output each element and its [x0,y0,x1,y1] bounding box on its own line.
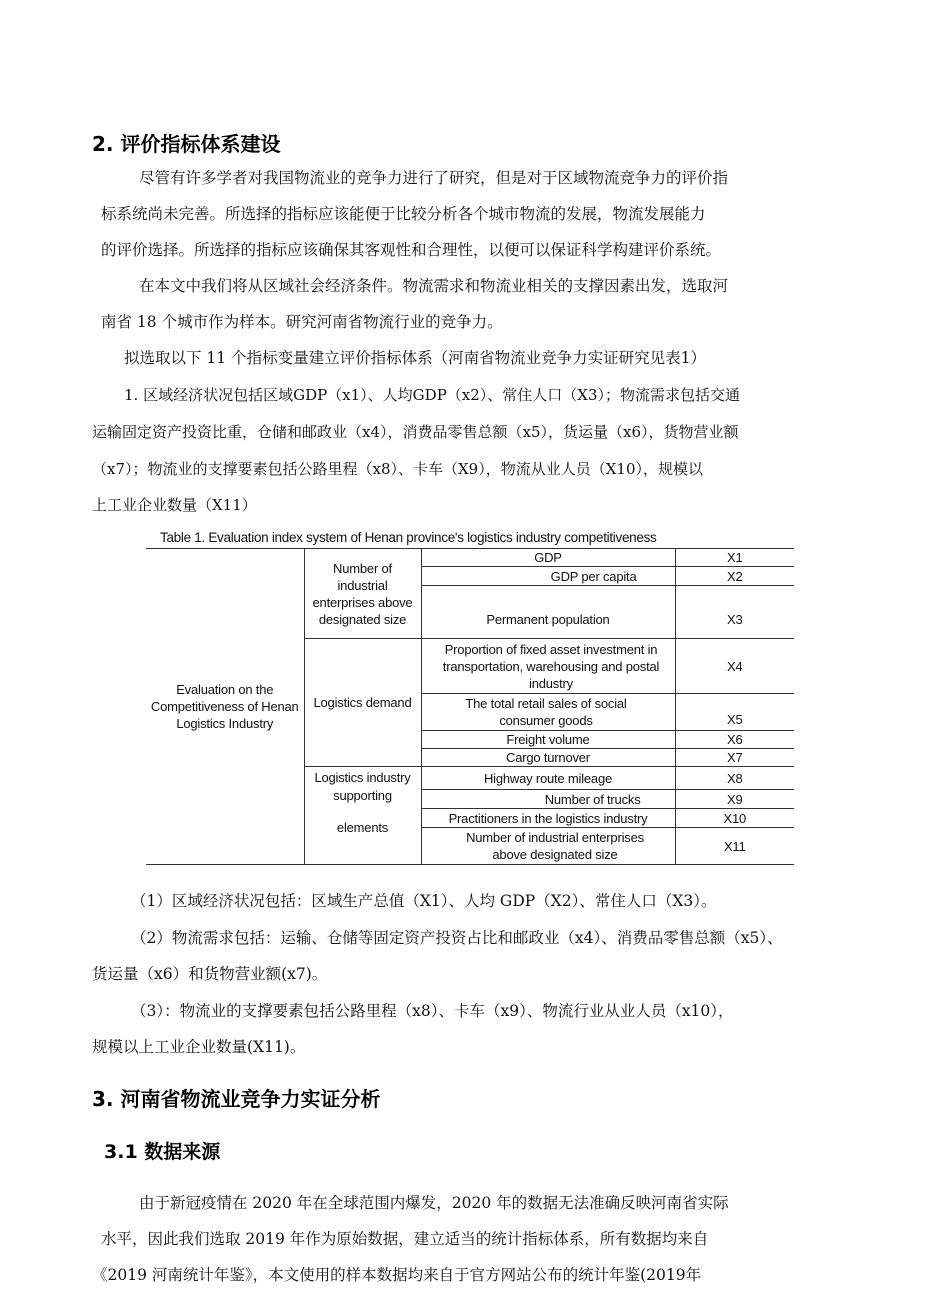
index-name-cell: Freight volume [421,731,675,749]
paragraph-line: 上工业企业数量（X11） [92,496,257,514]
paragraph-line: 标系统尚未完善。所选择的指标应该能便于比较分析各个城市物流的发展，物流发展能力 [101,205,706,223]
section-3-heading: 3. 河南省物流业竞争力实证分析 [92,1087,381,1111]
paragraph-line: 运输固定资产投资比重，仓储和邮政业（x4），消费品零售总额（x5），货运量（x6），货物营业额 [92,423,739,441]
paragraph-line: 1. 区域经济状况包括区域GDP（x1）、人均GDP（x2）、常住人口（X3）；物流需求包括交通 [124,386,741,404]
index-name-cell: The total retail sales of social consumer goods [421,694,675,731]
index-name-cell: Permanent population [421,586,675,639]
paragraph-line: 尽管有许多学者对我国物流业的竞争力进行了研究，但是对于区域物流竞争力的评价指 [139,169,729,187]
index-code-cell: X7 [675,749,794,767]
index-code-cell: X4 [675,639,794,694]
table-root-cell: Evaluation on the Competitiveness of Henan Logistics Industry [146,549,304,865]
paragraph-line: 由于新冠疫情在 2020 年在全球范围内爆发，2020 年的数据无法准确反映河南省实际 [139,1194,729,1212]
index-code-cell: X2 [675,567,794,586]
group-cell: Logistics demand [304,639,421,767]
group-cell [304,767,421,865]
index-code-cell: X6 [675,731,794,749]
paragraph-line: 拟选取以下 11 个指标变量建立评价指标体系（河南省物流业竞争力实证研究见表1） [124,349,706,367]
note-line: （2）物流需求包括：运输、仓储等固定资产投资占比和邮政业（x4）、消费品零售总额（x5）、 [131,929,783,947]
index-code-cell: X3 [675,586,794,639]
index-name-cell: Highway route mileage [421,767,675,790]
note-line: （3）：物流业的支撑要素包括公路里程（x8）、卡车（x9）、物流行业从业人员（x10）， [131,1002,734,1020]
table-caption: Table 1. Evaluation index system of Henan province's logistics industry competitiveness [160,530,657,545]
paragraph-line: 水平，因此我们选取 2019 年作为原始数据，建立适当的统计指标体系，所有数据均来自 [101,1230,709,1248]
index-code-cell: X1 [675,549,794,567]
section-2-heading: 2. 评价指标体系建设 [92,132,281,156]
index-name-cell: Proportion of fixed asset investment in transportation, warehousing and postal industry [421,639,675,694]
index-name-cell: GDP per capita [421,567,675,586]
index-code-cell: X9 [675,790,794,809]
paragraph-line: 在本文中我们将从区域社会经济条件。物流需求和物流业相关的支撑因素出发，选取河 [139,277,729,295]
evaluation-index-table [146,548,794,865]
paragraph-line: （x7）；物流业的支撑要素包括公路里程（x8）、卡车（X9），物流从业人员（X10），规模以 [92,460,703,478]
paragraph-line: 南省 18 个城市作为样本。研究河南省物流行业的竞争力。 [101,313,503,331]
group-label: elements [336,820,389,835]
index-name-cell: Number of industrial enterprises above designated size [421,828,675,865]
group-label: Logistics industry supporting [314,770,411,803]
index-name-cell: GDP [421,549,675,567]
index-code-cell: X5 [675,694,794,731]
index-name-cell: Practitioners in the logistics industry [421,809,675,828]
index-name-cell: Cargo turnover [421,749,675,767]
index-code-cell: X8 [675,767,794,790]
note-line: 规模以上工业企业数量(X11)。 [92,1038,306,1056]
index-name-cell: Number of trucks [421,790,675,809]
section-3-1-heading: 3.1 数据来源 [104,1141,221,1163]
index-code-cell: X10 [675,809,794,828]
index-code-cell: X11 [675,828,794,865]
paragraph-line: 《2019 河南统计年鉴》，本文使用的样本数据均来自于官方网站公布的统计年鉴(2019年 [92,1266,702,1284]
group-cell: Number of industrial enterprises above designated size [304,549,421,639]
note-line: （1）区域经济状况包括：区域生产总值（X1）、人均 GDP（X2）、常住人口（X3）。 [131,892,717,910]
note-line: 货运量（x6）和货物营业额(x7)。 [92,965,328,983]
paragraph-line: 的评价选择。所选择的指标应该确保其客观性和合理性，以便可以保证科学构建评价系统。 [101,241,722,259]
